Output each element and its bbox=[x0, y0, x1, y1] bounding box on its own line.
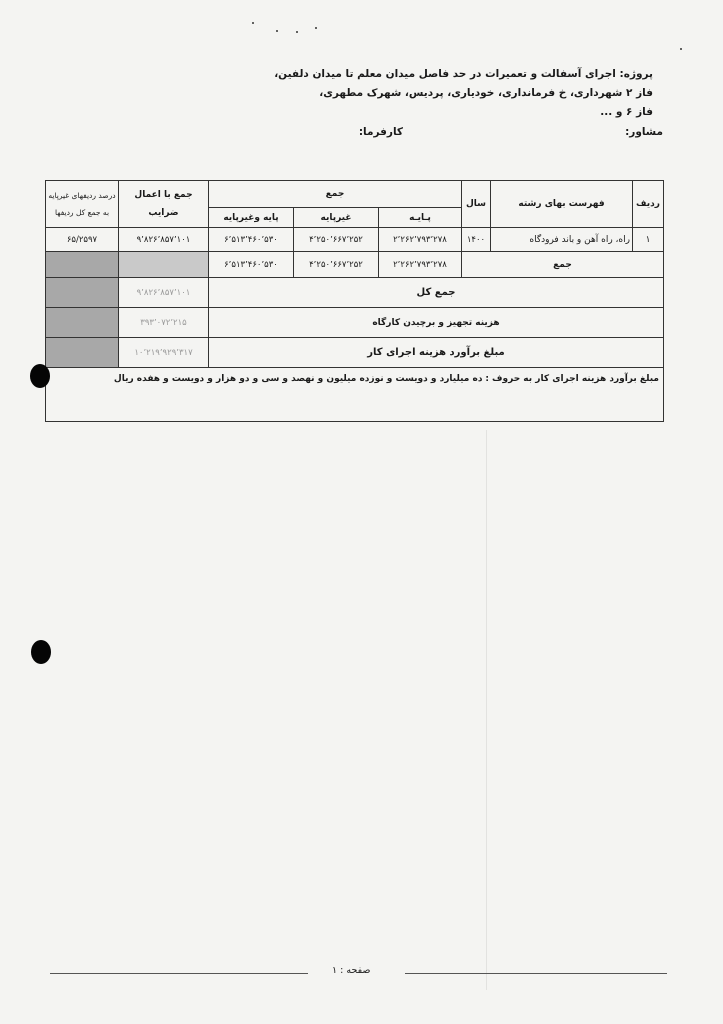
redacted-block bbox=[46, 252, 119, 278]
equipment-row bbox=[46, 308, 664, 338]
row-no-cell: ۱ bbox=[633, 228, 664, 252]
redacted-block bbox=[46, 308, 119, 338]
scan-fold-line bbox=[486, 430, 487, 990]
equipment-value: ۳۹۳٬۰۷۲٬۲۱۵ bbox=[119, 308, 209, 338]
subtotal-label: جمع bbox=[462, 252, 664, 278]
subtotal-non-base: ۴٬۲۵۰٬۶۶۷٬۲۵۲ bbox=[294, 252, 379, 278]
header-percent-line1: درصد ردیفهای غیرپایه bbox=[48, 191, 116, 200]
redacted-block bbox=[119, 252, 209, 278]
header-percent bbox=[46, 181, 119, 228]
header-price-list: فهرست بهای رشته bbox=[491, 181, 633, 228]
total-label: جمع کل bbox=[209, 278, 664, 308]
punch-hole bbox=[30, 364, 50, 388]
header-sum-with-taxes-line2: ضرایب bbox=[148, 208, 179, 218]
estimate-row bbox=[46, 338, 664, 368]
non-base-cell: ۴٬۲۵۰٬۶۶۷٬۲۵۲ bbox=[294, 228, 379, 252]
header-non-base: غیرپایه bbox=[294, 208, 379, 228]
in-words-value: ده میلیارد و دویست و نوزده میلیون و نهصد و سی و دو هزار و دویست و هفده ریال bbox=[113, 374, 483, 384]
scan-speck bbox=[296, 31, 298, 33]
project-line-1 bbox=[274, 68, 653, 80]
in-words-cell bbox=[46, 368, 664, 422]
consultant-label: مشاور: bbox=[625, 126, 663, 138]
scan-speck bbox=[315, 27, 317, 29]
subtotal-row bbox=[46, 252, 664, 278]
table-row bbox=[46, 228, 664, 252]
footer-rule-left bbox=[50, 973, 308, 974]
employer-label: کارفرما: bbox=[358, 126, 403, 138]
header-percent-line2: به جمع کل ردیفها bbox=[54, 208, 110, 217]
project-label: پروژه: bbox=[619, 68, 653, 80]
footer-rule-right bbox=[405, 973, 667, 974]
header-year: سال bbox=[462, 181, 491, 228]
estimate-value: ۱۰٬۲۱۹٬۹۲۹٬۳۱۷ bbox=[119, 338, 209, 368]
scan-speck bbox=[680, 48, 682, 50]
page-number: صفحه : ۱ bbox=[332, 965, 371, 976]
redacted-block bbox=[46, 338, 119, 368]
header-sum-with-taxes-line1: جمع با اعمال bbox=[134, 190, 193, 200]
equipment-label: هزینه تجهیز و برچیدن کارگاه bbox=[209, 308, 664, 338]
header-row-no: ردیف bbox=[633, 181, 664, 228]
table-header-row bbox=[46, 181, 664, 208]
scan-speck bbox=[276, 30, 278, 32]
total-row bbox=[46, 278, 664, 308]
punch-hole bbox=[31, 640, 51, 664]
project-title-line3: فاز ۶ و ... bbox=[600, 106, 653, 118]
year-cell: ۱۴۰۰ bbox=[462, 228, 491, 252]
percent-cell: ۶۵/۲۵۹۷ bbox=[46, 228, 119, 252]
estimate-label: مبلغ برآورد هزینه اجرای کار bbox=[209, 338, 664, 368]
subtotal-base-and-non-base: ۶٬۵۱۳٬۴۶۰٬۵۳۰ bbox=[209, 252, 294, 278]
subtotal-base: ۲٬۲۶۲٬۷۹۳٬۲۷۸ bbox=[379, 252, 462, 278]
price-list-cell: راه، راه آهن و باند فرودگاه bbox=[491, 228, 633, 252]
in-words-row bbox=[46, 368, 664, 422]
header-base: پـایـه bbox=[379, 208, 462, 228]
estimate-table bbox=[45, 180, 664, 422]
header-sum: جمع bbox=[209, 181, 462, 208]
project-title-line1: اجرای آسفالت و تعمیرات در حد فاصل میدان معلم تا میدان دلفین، bbox=[274, 68, 616, 80]
header-sum-with-taxes bbox=[119, 181, 209, 228]
header-base-and-non-base: پایه وغیرپایه bbox=[209, 208, 294, 228]
project-title-line2: فاز ۲ شهرداری، خ فرمانداری، خودیاری، پردیس، شهرک مطهری، bbox=[319, 87, 653, 99]
redacted-block bbox=[46, 278, 119, 308]
total-value: ۹٬۸۲۶٬۸۵۷٬۱۰۱ bbox=[119, 278, 209, 308]
in-words-label: مبلغ برآورد هزینه اجرای کار به حروف : bbox=[485, 374, 659, 384]
sum-with-taxes-cell: ۹٬۸۲۶٬۸۵۷٬۱۰۱ bbox=[119, 228, 209, 252]
base-and-non-base-cell: ۶٬۵۱۳٬۴۶۰٬۵۳۰ bbox=[209, 228, 294, 252]
scan-speck bbox=[252, 22, 254, 24]
base-cell: ۲٬۲۶۲٬۷۹۳٬۲۷۸ bbox=[379, 228, 462, 252]
